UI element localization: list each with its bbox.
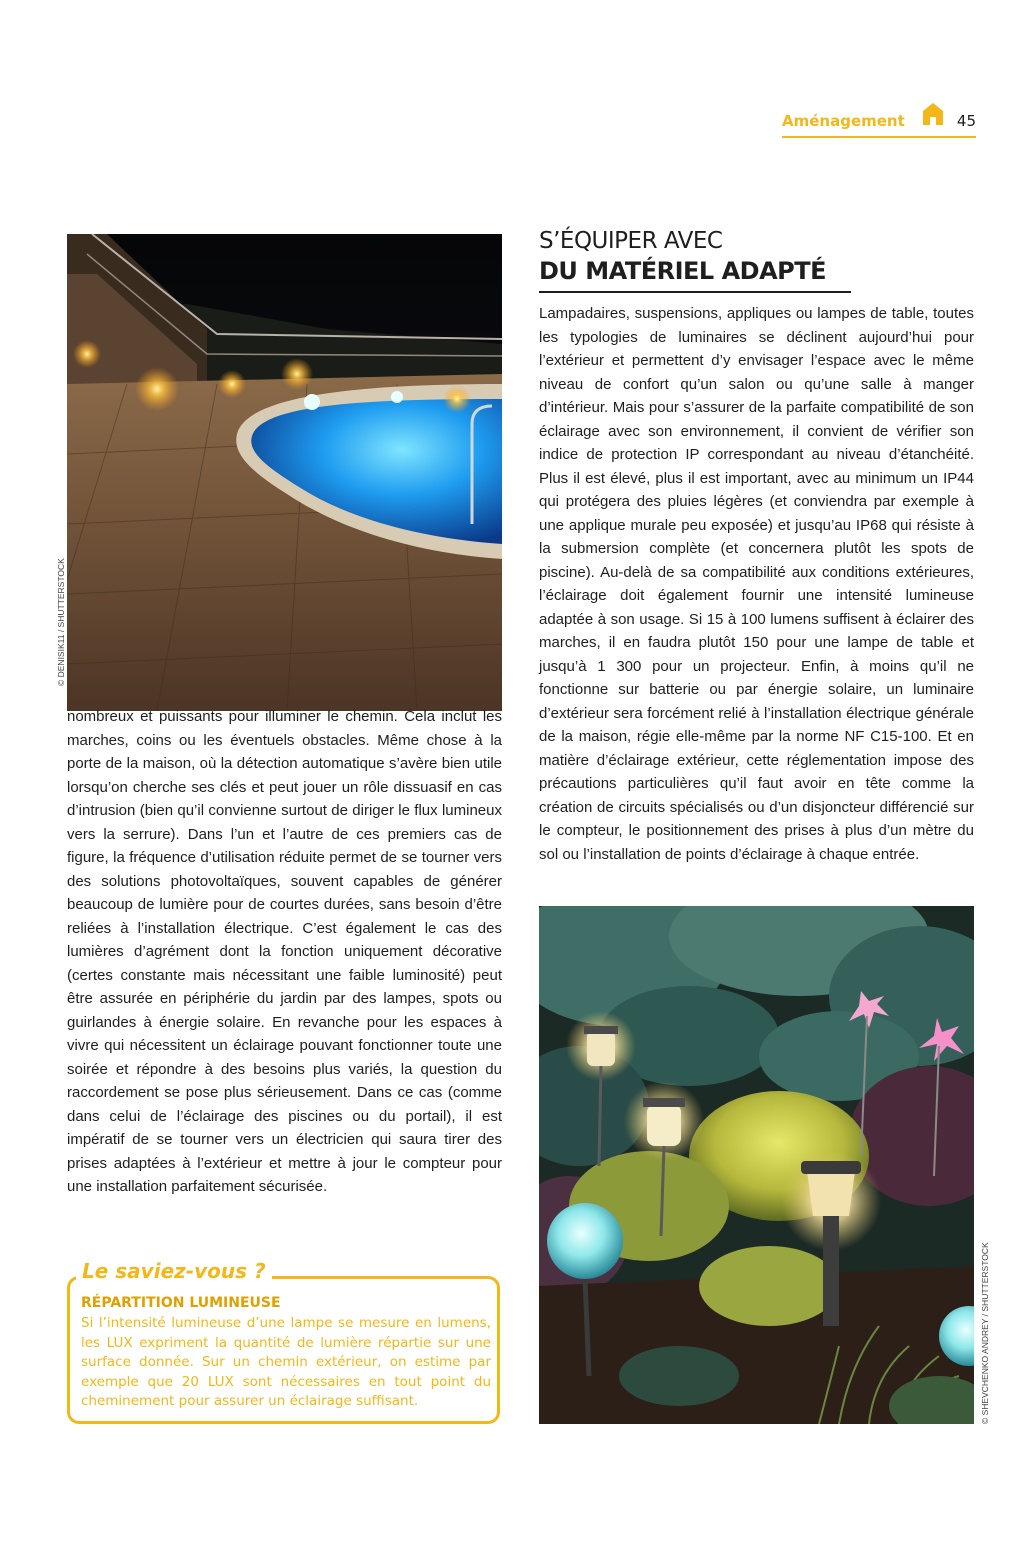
- did-you-know-title: Le saviez-vous ?: [76, 1258, 272, 1284]
- right-paragraph: Lampadaires, suspensions, appliques ou lampes de table, toutes les typologies de luminaires se déclinent aujourd’hui pour l’extérieur et permettent d’y envisager l’espace avec le même niveau de confort qu’un salon ou qu’une salle à manger d’intérieur. Mais pour s’assurer de la parfaite compatibilité de son éclairage avec son environnement, il convient de vérifier son indice de protection IP correspondant au niveau d’étanchéité. Plus il est élevé, plus il est important, avec au minimum un IP44 qui protégera des pluies légères (et conviendra par exemple à une applique murale peu exposée) et jusqu’au IP68 qui résiste à la submersion complète (et concernera plutôt les spots de piscine). Au-delà de sa compatibilité aux conditions extérieures, l’éclairage doit également fournir une intensité lumineuse adaptée à son usage. Si 15 à 100 lumens suffisent à éclairer des marches, il en faudra plutôt 150 pour une lampe de table et jusqu’à 1 300 pour un projecteur. Enfin, à moins qu’il ne fonctionne sur batterie ou par énergie solaire, un luminaire d’extérieur sera forcément relié à l’installation électrique générale de la maison, régie elle-même par la norme NF C15-100. Et en matière d’éclairage extérieur, cette réglementation impose des précautions particulières qu’il faut avoir en tête comme la création de circuits spécialisés ou d’un disjoncteur différencié sur le compteur, le positionnement des prises à plus d’un mètre du sol ou l’installation de points d’éclairage à chaque entrée.: [539, 305, 974, 863]
- section-heading: [539, 226, 851, 293]
- did-you-know-content: [81, 1294, 491, 1412]
- page-number: 45: [956, 112, 976, 130]
- section-title: Aménagement: [782, 112, 905, 130]
- right-column: [539, 302, 974, 866]
- did-you-know-subtitle: RÉPARTITION LUMINEUSE: [81, 1295, 281, 1311]
- heading-line1: S’ÉQUIPER AVEC: [539, 228, 723, 254]
- garden-photo-credit: © SHEVCHENKO ANDREY / SHUTTERSTOCK: [980, 1242, 990, 1424]
- did-you-know-body: Si l’intensité lumineuse d’une lampe se mesure en lumens, les LUX expriment la quantité de lumière répartie sur une surface donnée. Sur un chemin extérieur, on estime par exemple que 20 LUX sont nécessaires en tout point du cheminement pour assurer un éclairage suffisant.: [81, 1315, 491, 1409]
- house-icon: [922, 102, 944, 126]
- page-header: [782, 100, 976, 138]
- garden-lights-photo: [539, 906, 974, 1424]
- pool-photo-credit: © DENISIK11 / SHUTTERSTOCK: [56, 558, 66, 686]
- left-column: [67, 705, 502, 1199]
- heading-line2: DU MATÉRIEL ADAPTÉ: [539, 256, 851, 293]
- left-paragraph: nombreux et puissants pour illuminer le chemin. Cela inclut les marches, coins ou les éventuels obstacles. Même chose à la porte de la maison, où la détection automatique s’avère bien utile lorsqu’on cherche ses clés et peut jouer un rôle dissuasif en cas d’intrusion (bien qu’il convienne surtout de diriger le flux lumineux vers la serrure). Dans l’un et l’autre de ces premiers cas de figure, la fréquence d’utilisation réduite permet de se tourner vers des solutions photovoltaïques, souvent capables de générer beaucoup de lumière pour de courtes durées, sans besoin d’être reliées à l’installation électrique. C’est également le cas des lumières d’agrément dont la fonction uniquement décorative (certes constante mais nécessitant une faible luminosité) peut être assurée en périphérie du jardin par des lampes, spots ou guirlandes à énergie solaire. En revanche pour les espaces à vivre qui nécessitent un éclairage pouvant fonctionner toute une soirée et répondre à des besoins plus variés, la question du raccordement se pose plus sérieusement. Dans ce cas (comme dans celui de l’éclairage des piscines ou du portail), il est impératif de se tourner vers un électricien qui saura tirer des prises adaptées à l’extérieur et mettre à jour le compteur pour une installation parfaitement sécurisée.: [67, 708, 502, 1195]
- pool-photo: [67, 234, 502, 711]
